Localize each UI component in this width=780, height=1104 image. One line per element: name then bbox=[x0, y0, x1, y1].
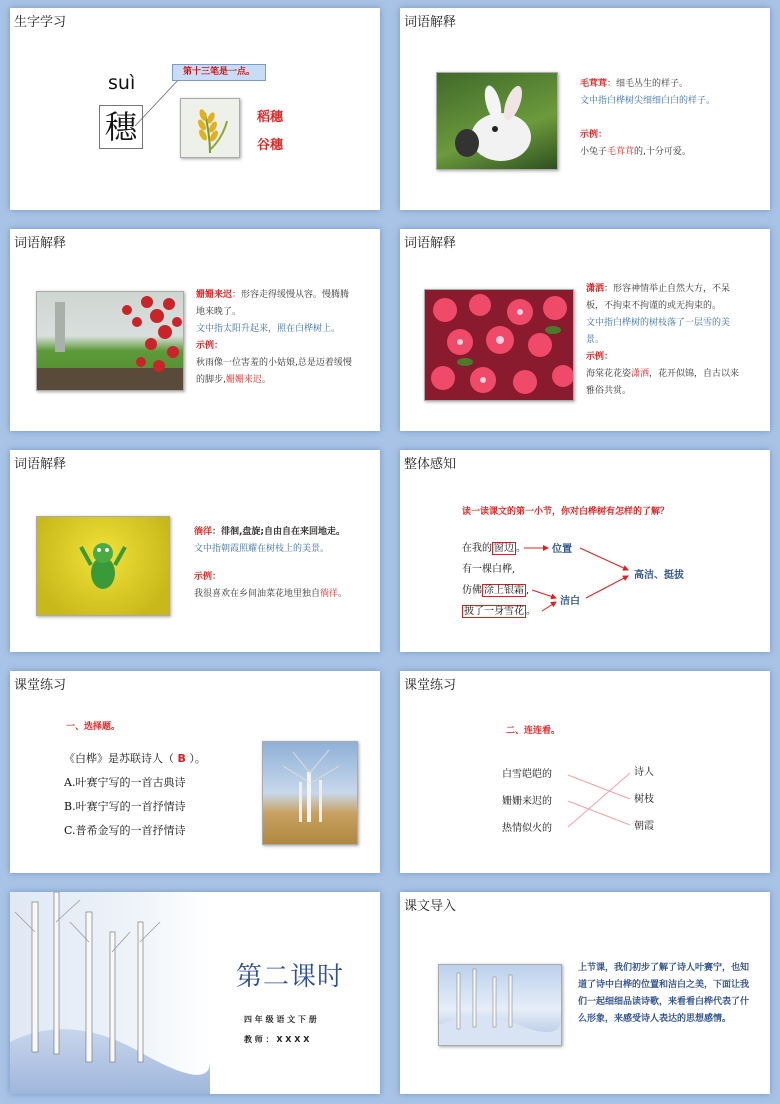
slide-10-introduction[interactable] bbox=[400, 892, 770, 1094]
example-label: 示例： bbox=[580, 130, 608, 140]
definition-block bbox=[194, 524, 374, 603]
context-meaning: 文中指太阳升起来，照在白桦树上。 bbox=[196, 324, 341, 334]
keyword-box: 窗边 bbox=[494, 543, 514, 554]
slide-title: 词语解释 bbox=[14, 236, 67, 251]
word-2: 谷穗 bbox=[257, 138, 284, 153]
rapeseed-field-image bbox=[36, 516, 170, 616]
example-label: 示例： bbox=[196, 341, 224, 351]
question: 《白桦》是苏联诗人（ B ）。 bbox=[64, 752, 206, 765]
example-pre: 海棠花花姿 bbox=[586, 369, 632, 379]
definition: ：形容走得缓慢从容。慢腾腾地来晚了。 bbox=[196, 290, 350, 317]
left-item[interactable]: 热情似火的 bbox=[502, 823, 552, 834]
example-post: ，花开似锦，自古以来雅俗共赏。 bbox=[586, 369, 740, 396]
slide-title: 课堂练习 bbox=[404, 678, 457, 693]
slide-5-vocabulary[interactable] bbox=[10, 450, 380, 652]
context-meaning: 文中指白桦树的树枝落了一层雪的美景。 bbox=[586, 318, 731, 345]
term: 潇洒 bbox=[586, 284, 605, 294]
slide-title: 词语解释 bbox=[14, 457, 67, 472]
slide-title: 生字学习 bbox=[14, 15, 67, 30]
slide-1-character-study[interactable] bbox=[10, 8, 380, 210]
slide-title: 词语解释 bbox=[404, 236, 457, 251]
context-meaning: 文中指白桦树尖细细白白的样子。 bbox=[580, 96, 716, 106]
example-post: 。 bbox=[338, 589, 348, 599]
question: 读一读课文的第一小节，你对白桦树有怎样的了解？ bbox=[462, 507, 670, 517]
definition-block bbox=[196, 287, 356, 389]
lesson-title: 第二课时 bbox=[236, 962, 345, 992]
slide-2-vocabulary[interactable] bbox=[400, 8, 770, 210]
word-1: 稻穗 bbox=[257, 110, 284, 125]
term: 姗姗来迟 bbox=[196, 290, 233, 300]
example-highlight: 毛茸茸 bbox=[607, 147, 635, 157]
slide-4-vocabulary[interactable] bbox=[400, 229, 770, 431]
slide-7-exercise-choice[interactable] bbox=[10, 671, 380, 873]
example-pre: 秋雨像一位害羞的小姑娘,总是迈着缓慢的脚步, bbox=[196, 358, 352, 385]
rice-ear-image bbox=[180, 98, 240, 158]
context-meaning: 文中指朝霞照耀在树枝上的美景。 bbox=[194, 544, 330, 554]
poem-line: 有一棵白桦, bbox=[462, 564, 516, 575]
example-highlight: 姗姗来迟 bbox=[225, 375, 262, 385]
term: 毛茸茸 bbox=[580, 79, 608, 89]
label-position: 位置 bbox=[552, 544, 572, 555]
slide-8-exercise-matching[interactable] bbox=[400, 671, 770, 873]
connector-arrows bbox=[400, 450, 770, 652]
definition: ：徘徊,盘旋;自由自在来回地走。 bbox=[212, 527, 346, 537]
slide-title: 课文导入 bbox=[404, 899, 457, 914]
option-b[interactable]: B.叶赛宁写的一首抒情诗 bbox=[64, 800, 186, 813]
poem-line: 仿佛 涂上银霜 , bbox=[462, 585, 530, 596]
right-item[interactable]: 树枝 bbox=[634, 794, 654, 805]
slide-9-title[interactable] bbox=[10, 892, 380, 1094]
example-label: 示例： bbox=[586, 352, 614, 362]
example-post: 的,十分可爱。 bbox=[634, 147, 691, 157]
term: 徜徉 bbox=[194, 527, 213, 537]
example-pre: 小兔子 bbox=[580, 147, 608, 157]
keyword-box: 披了一身雪花 bbox=[464, 606, 524, 617]
slide-title: 整体感知 bbox=[404, 457, 457, 472]
slide-title: 词语解释 bbox=[404, 15, 457, 30]
wheat-icon bbox=[181, 99, 239, 157]
autumn-window-image bbox=[36, 291, 184, 391]
rabbit-image bbox=[436, 72, 558, 170]
definition-block bbox=[586, 281, 746, 400]
example-label: 示例： bbox=[194, 572, 222, 582]
definition-block bbox=[580, 76, 760, 161]
question-block bbox=[64, 747, 206, 843]
snow-birch-image bbox=[438, 964, 562, 1046]
left-item[interactable]: 白雪皑皑的 bbox=[502, 769, 552, 780]
pinyin: suì bbox=[108, 72, 136, 94]
teacher: 教 师 ： X X X X bbox=[244, 1035, 310, 1044]
character: 穗 bbox=[104, 108, 137, 146]
definition: ：细毛丛生的样子。 bbox=[607, 79, 689, 89]
keyword-box: 涂上银霜 bbox=[484, 585, 524, 596]
answer: B bbox=[177, 752, 186, 765]
right-item[interactable]: 朝霞 bbox=[634, 821, 654, 832]
option-a[interactable]: A.叶赛宁写的一首古典诗 bbox=[64, 776, 186, 789]
definition: ：形容神情举止自然大方，不呆板，不拘束不拘谨的或无拘束的。 bbox=[586, 284, 731, 311]
subtitle: 四 年 级 语 文 下 册 bbox=[244, 1015, 317, 1024]
exercise-heading: 二、连连看。 bbox=[506, 726, 561, 736]
example-pre: 我很喜欢在乡间油菜花地里独自 bbox=[194, 589, 321, 599]
poem-line: 在我的 窗边 。 bbox=[462, 543, 526, 554]
stroke-callout: 第十三笔是一点。 bbox=[172, 64, 266, 81]
poem-line: 披了一身雪花 。 bbox=[464, 606, 536, 617]
winter-birch-image bbox=[10, 892, 210, 1094]
option-c[interactable]: C.普希金写的一首抒情诗 bbox=[64, 824, 186, 837]
slide-3-vocabulary[interactable] bbox=[10, 229, 380, 431]
slide-title: 课堂练习 bbox=[14, 678, 67, 693]
label-white: 洁白 bbox=[560, 596, 580, 607]
begonia-flowers-image bbox=[424, 289, 574, 401]
exercise-heading: 一、选择题。 bbox=[66, 722, 121, 732]
right-item[interactable]: 诗人 bbox=[634, 767, 654, 778]
birch-field-image bbox=[262, 741, 358, 845]
intro-text: 上节课，我们初步了解了诗人叶赛宁，也知道了诗中白桦的位置和洁白之美，下面让我们一起细细品读诗歌，来看看白桦代表了什么形象，来感受诗人表达的思想感情。 bbox=[578, 963, 750, 1024]
label-conclusion: 高洁、挺拔 bbox=[634, 570, 684, 581]
example-post: 。 bbox=[261, 375, 271, 385]
slide-6-overall-perception[interactable] bbox=[400, 450, 770, 652]
matching-lines bbox=[400, 671, 770, 873]
example-highlight: 徜徉 bbox=[320, 589, 339, 599]
example-highlight: 潇洒 bbox=[631, 369, 650, 379]
left-item[interactable]: 姗姗来迟的 bbox=[502, 796, 552, 807]
